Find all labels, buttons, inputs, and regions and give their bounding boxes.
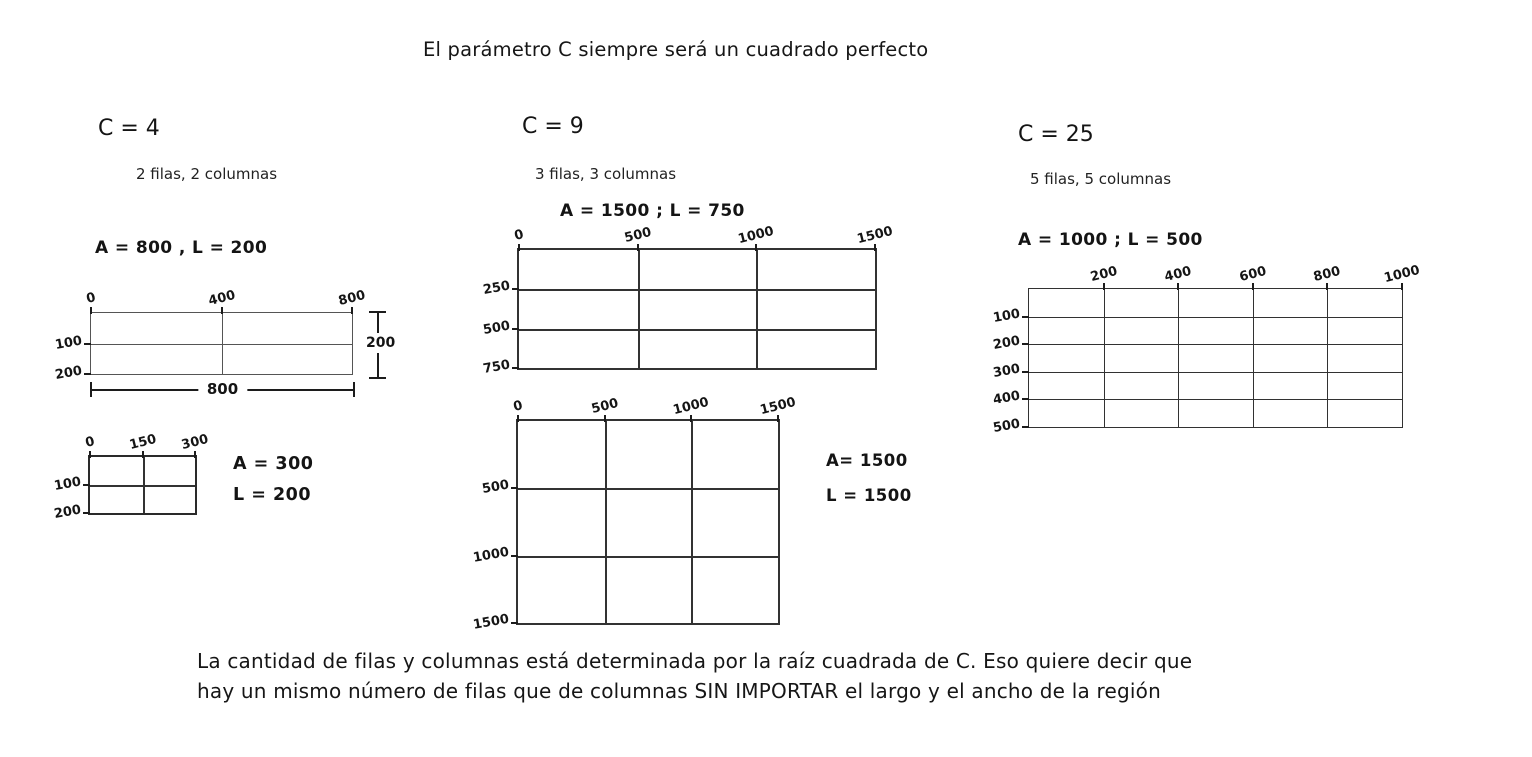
grid-line-horizontal — [1029, 317, 1402, 318]
panel-c9-subheading: 3 filas, 3 columnas — [535, 165, 677, 183]
x-tick-mark — [1177, 283, 1179, 290]
x-tick-label: 400 — [1163, 263, 1194, 286]
x-tick-mark — [755, 244, 757, 251]
width-dimension-label: 800 — [198, 380, 247, 398]
x-tick-mark — [351, 307, 353, 314]
x-tick-label: 800 — [337, 287, 367, 310]
y-tick-mark — [1022, 316, 1029, 318]
x-tick-mark — [1252, 283, 1254, 290]
y-tick-mark — [83, 512, 90, 514]
y-tick-label: 100 — [991, 306, 1022, 326]
y-tick-label: 500 — [481, 318, 512, 338]
y-tick-label: 1000 — [471, 544, 511, 566]
grid-line-horizontal — [91, 344, 352, 345]
y-tick-label: 1500 — [471, 611, 511, 633]
footer-line-2: hay un mismo número de filas que de columnas SIN IMPORTAR el largo y el ancho de la región — [197, 679, 1161, 703]
grid-line-horizontal — [519, 289, 875, 291]
x-tick-mark — [1103, 283, 1105, 290]
grid-side-notes — [233, 449, 313, 511]
x-tick-label: 1500 — [855, 223, 895, 248]
x-tick-label: 500 — [622, 224, 653, 247]
panel-c25-subheading: 5 filas, 5 columnas — [1030, 170, 1172, 188]
x-tick-label: 1500 — [758, 394, 798, 419]
x-tick-label: 150 — [127, 431, 158, 454]
page-title: El parámetro C siempre será un cuadrado perfecto — [423, 38, 929, 61]
grid-line-vertical — [605, 421, 607, 623]
y-tick-label: 200 — [52, 502, 83, 522]
x-tick-label: 600 — [1237, 263, 1268, 286]
grid-line-vertical — [1178, 289, 1179, 427]
y-tick-label: 100 — [52, 474, 83, 494]
width-dimension — [90, 381, 355, 398]
x-tick-label: 0 — [84, 290, 98, 307]
x-tick-mark — [777, 415, 779, 422]
dimension-cap — [369, 311, 386, 313]
grid-line-horizontal — [519, 329, 875, 331]
y-tick-mark — [1022, 398, 1029, 400]
y-tick-label: 500 — [991, 416, 1022, 436]
dimension-cap — [353, 382, 355, 397]
grid-line-vertical — [1253, 289, 1254, 427]
x-tick-label: 1000 — [1382, 262, 1422, 287]
grid-c9-square — [471, 394, 912, 633]
y-tick-label: 750 — [481, 357, 512, 377]
side-note-line: L = 1500 — [826, 486, 912, 505]
dimension-cap — [369, 377, 386, 379]
x-tick-label: 300 — [180, 431, 210, 454]
y-tick-mark — [511, 622, 518, 624]
y-tick-mark — [83, 484, 90, 486]
grid-line-vertical — [691, 421, 693, 623]
x-tick-label: 0 — [83, 434, 97, 451]
y-tick-label: 200 — [991, 333, 1022, 354]
x-tick-label: 400 — [206, 287, 237, 310]
y-tick-mark — [511, 487, 518, 489]
x-tick-label: 0 — [512, 227, 526, 244]
y-tick-label: 300 — [991, 361, 1022, 381]
grid-c4-small — [52, 431, 314, 522]
y-tick-mark — [512, 328, 519, 330]
x-tick-mark — [221, 307, 223, 314]
x-tick-mark — [517, 415, 519, 422]
x-tick-mark — [90, 307, 92, 314]
x-tick-mark — [142, 451, 144, 458]
grid-line-vertical — [638, 250, 640, 368]
footer-line-1: La cantidad de filas y columnas está determinada por la raíz cuadrada de C. Eso quiere decir que — [197, 649, 1193, 673]
x-tick-label: 200 — [1088, 263, 1119, 286]
x-tick-mark — [1326, 283, 1328, 290]
x-tick-label: 1000 — [736, 223, 776, 248]
x-tick-label: 1000 — [671, 394, 711, 419]
y-tick-label: 400 — [991, 388, 1022, 409]
x-tick-mark — [604, 415, 606, 422]
x-tick-mark — [690, 415, 692, 422]
y-tick-mark — [1022, 426, 1029, 428]
panel-c9-formula: A = 1500 ; L = 750 — [560, 201, 745, 221]
x-tick-mark — [89, 451, 91, 458]
grid-line-horizontal — [518, 556, 778, 558]
grid-c4-main — [53, 287, 367, 383]
grid-line-vertical — [756, 250, 758, 368]
dimension-cap — [90, 382, 92, 397]
panel-c25-formula: A = 1000 ; L = 500 — [1018, 230, 1203, 250]
y-tick-mark — [84, 343, 91, 345]
y-tick-label: 250 — [481, 278, 512, 299]
y-tick-mark — [1022, 343, 1029, 345]
panel-c4-heading: C = 4 — [98, 116, 160, 141]
x-tick-mark — [1401, 283, 1403, 290]
grid-line-horizontal — [1029, 399, 1402, 400]
side-note-line: L = 200 — [233, 485, 312, 505]
y-tick-mark — [1022, 371, 1029, 373]
height-dimension-label: 200 — [366, 335, 396, 351]
y-tick-label: 100 — [53, 333, 84, 353]
grid-c9-wide — [481, 223, 895, 377]
panel-c4-formula: A = 800 , L = 200 — [95, 238, 268, 258]
grid-line-vertical — [1327, 289, 1328, 427]
footer-note — [197, 646, 1192, 706]
x-tick-mark — [518, 244, 520, 251]
height-dimension — [364, 311, 394, 379]
y-tick-mark — [512, 367, 519, 369]
grid-line-horizontal — [90, 485, 195, 487]
grid-side-notes — [826, 443, 912, 513]
grid-line-horizontal — [1029, 344, 1402, 345]
y-tick-mark — [511, 555, 518, 557]
y-tick-mark — [512, 288, 519, 290]
x-tick-mark — [637, 244, 639, 251]
panel-c25-heading: C = 25 — [1018, 122, 1094, 147]
x-tick-label: 0 — [511, 398, 525, 415]
grid-c25 — [991, 262, 1422, 436]
grid-line-vertical — [1104, 289, 1105, 427]
x-tick-mark — [874, 244, 876, 251]
y-tick-label: 200 — [53, 363, 84, 383]
grid-line-horizontal — [1029, 372, 1402, 373]
panel-c4-subheading: 2 filas, 2 columnas — [136, 165, 278, 183]
x-tick-label: 500 — [589, 395, 620, 418]
panel-c9-heading: C = 9 — [522, 114, 584, 139]
side-note-line: A= 1500 — [826, 451, 908, 470]
y-tick-mark — [84, 373, 91, 375]
grid-line-horizontal — [518, 488, 778, 490]
y-tick-label: 500 — [480, 477, 511, 498]
x-tick-mark — [194, 451, 196, 458]
x-tick-label: 800 — [1312, 263, 1343, 286]
side-note-line: A = 300 — [233, 454, 314, 474]
